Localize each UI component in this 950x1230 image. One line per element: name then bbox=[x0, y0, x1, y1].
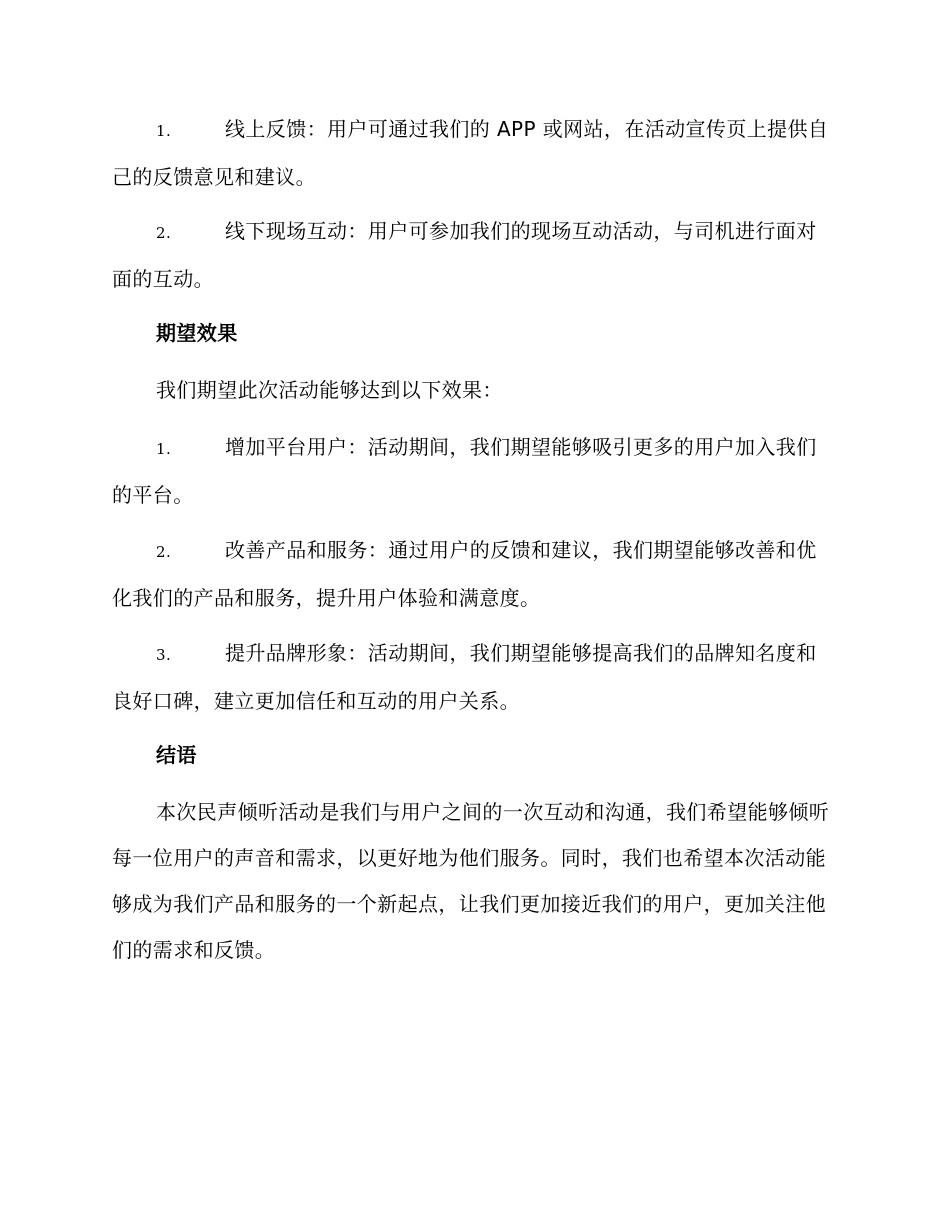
list-item-text: 改善产品和服务：通过用户的反馈和建议，我们期望能够改善和优化我们的产品和服务，提升用户体验和满意度。 bbox=[112, 538, 817, 610]
list-item-improve-products bbox=[112, 527, 834, 621]
list-item-text: 线下现场互动：用户可参加我们的现场互动活动，与司机进行面对面的互动。 bbox=[112, 219, 817, 291]
section-intro-paragraph: 我们期望此次活动能够达到以下效果： bbox=[156, 378, 503, 402]
section-heading-expected-effects: 期望效果 bbox=[156, 321, 238, 345]
conclusion-paragraph: 本次民声倾听活动是我们与用户之间的一次互动和沟通，我们希望能够倾听每一位用户的声音和需求，以更好地为他们服务。同时，我们也希望本次活动能够成为我们产品和服务的一个新起点，让我们更加接近我们的用户，更加关注他们的需求和反馈。 bbox=[112, 800, 830, 962]
list-number: 1. bbox=[156, 122, 172, 140]
list-item-text: 线上反馈：用户可通过我们的 APP 或网站，在活动宣传页上提供自己的反馈意见和建议。 bbox=[112, 117, 829, 189]
list-number: 2. bbox=[156, 543, 172, 561]
list-item-text: 增加平台用户：活动期间，我们期望能够吸引更多的用户加入我们的平台。 bbox=[112, 435, 817, 507]
list-number: 3. bbox=[156, 646, 172, 664]
list-item-brand-image bbox=[112, 630, 834, 724]
list-item-feedback-online bbox=[112, 106, 834, 200]
list-item-feedback-offline bbox=[112, 208, 834, 302]
list-number: 1. bbox=[156, 440, 172, 458]
list-item-text: 提升品牌形象：活动期间，我们期望能够提高我们的品牌知名度和良好口碑，建立更加信任和互动的用户关系。 bbox=[112, 641, 817, 713]
list-number: 2. bbox=[156, 224, 172, 242]
list-item-increase-users bbox=[112, 424, 834, 518]
section-heading-conclusion: 结语 bbox=[156, 743, 197, 767]
